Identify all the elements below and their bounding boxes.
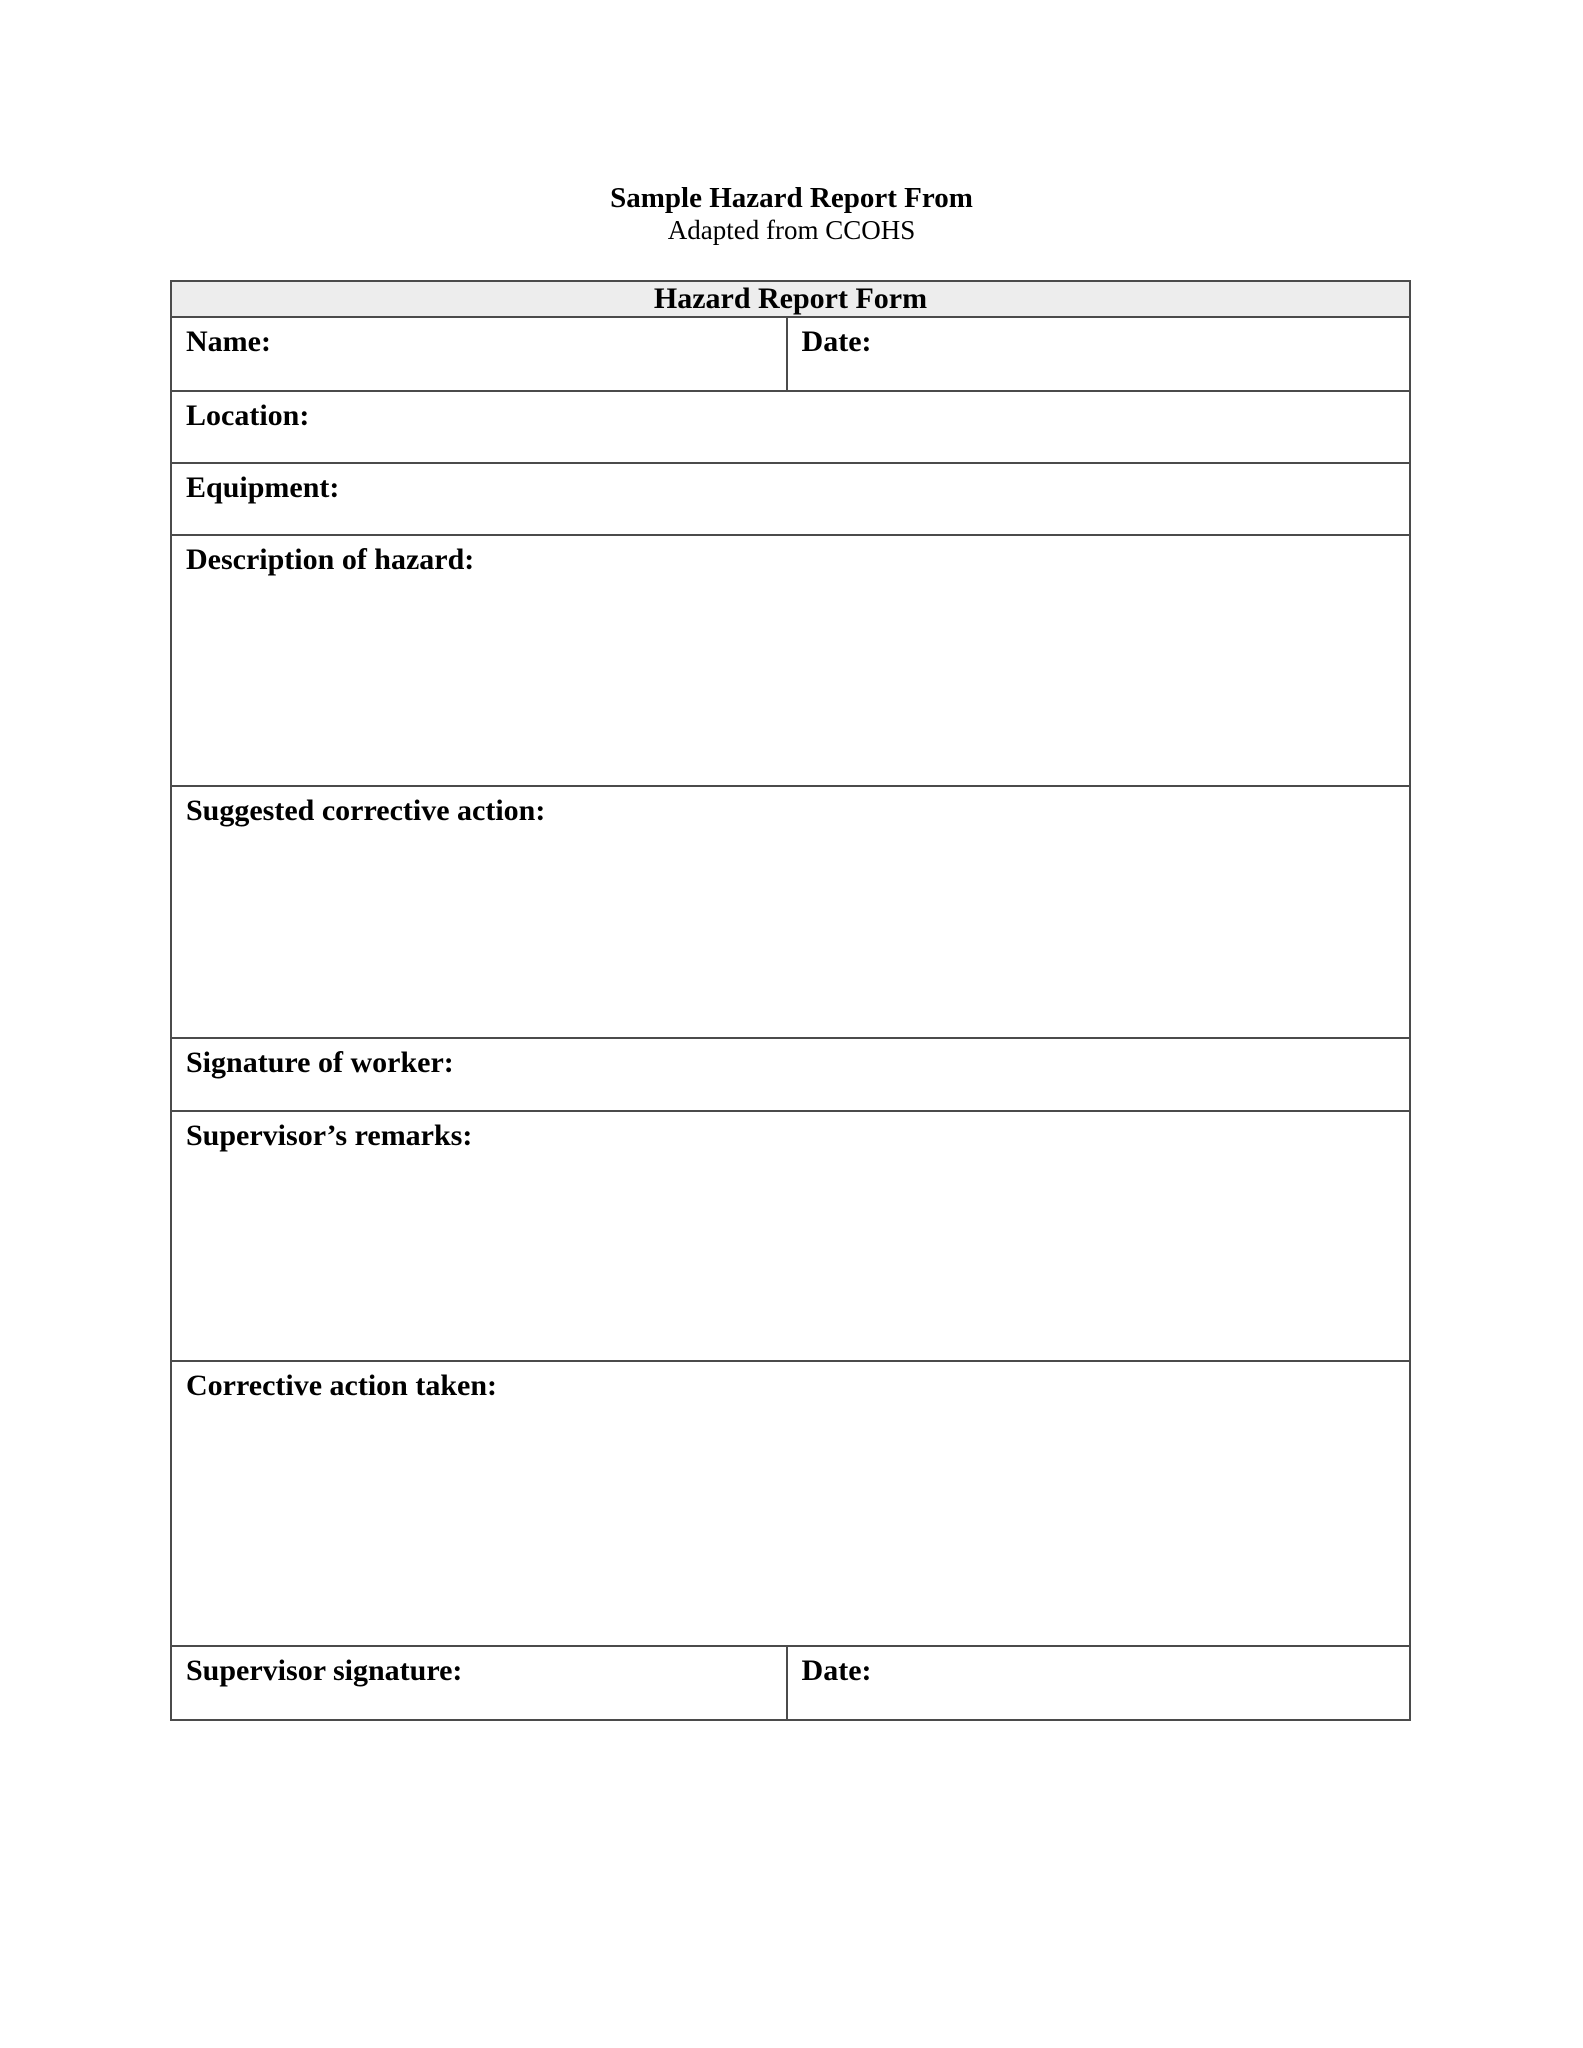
location-cell (172, 392, 1409, 462)
supervisor-date-value-area[interactable] (872, 1654, 1395, 1712)
name-cell (172, 318, 786, 390)
corrective-action-taken-cell (172, 1362, 1409, 1645)
suggested-corrective-action-label: Suggested corrective action: (186, 794, 546, 827)
description-of-hazard-row (172, 534, 1409, 785)
supervisor-signature-date-row (172, 1645, 1409, 1719)
name-value-area[interactable] (271, 325, 772, 383)
description-of-hazard-value-area[interactable] (474, 543, 1395, 778)
suggested-corrective-action-value-area[interactable] (545, 794, 1395, 1030)
suggested-corrective-action-cell (172, 787, 1409, 1037)
form-header-title: Hazard Report Form (653, 282, 928, 315)
equipment-label: Equipment: (186, 471, 340, 504)
form-header-row (172, 282, 1409, 316)
signature-of-worker-value-area[interactable] (454, 1046, 1395, 1103)
location-value-area[interactable] (309, 399, 1395, 455)
signature-of-worker-cell (172, 1039, 1409, 1110)
description-of-hazard-cell (172, 536, 1409, 785)
location-row (172, 390, 1409, 462)
supervisor-remarks-label: Supervisor’s remarks: (186, 1119, 473, 1152)
supervisor-signature-cell (172, 1647, 786, 1719)
supervisor-date-cell (786, 1647, 1409, 1719)
equipment-value-area[interactable] (339, 471, 1395, 527)
supervisor-remarks-value-area[interactable] (472, 1119, 1395, 1353)
document-subtitle: Adapted from CCOHS (667, 215, 916, 245)
equipment-cell (172, 464, 1409, 534)
hazard-report-form-table (170, 280, 1411, 1721)
supervisor-signature-label: Supervisor signature: (186, 1654, 463, 1687)
date-label: Date: (801, 325, 872, 358)
name-date-row (172, 316, 1409, 390)
equipment-row (172, 462, 1409, 534)
suggested-corrective-action-row (172, 785, 1409, 1037)
supervisor-remarks-cell (172, 1112, 1409, 1360)
date-cell (786, 318, 1409, 390)
corrective-action-taken-row (172, 1360, 1409, 1645)
supervisor-signature-value-area[interactable] (462, 1654, 771, 1712)
location-label: Location: (186, 399, 310, 432)
signature-of-worker-label: Signature of worker: (186, 1046, 454, 1079)
corrective-action-taken-value-area[interactable] (497, 1369, 1395, 1638)
document-title: Sample Hazard Report From (610, 182, 973, 214)
corrective-action-taken-label: Corrective action taken: (186, 1369, 498, 1402)
signature-of-worker-row (172, 1037, 1409, 1110)
date-value-area[interactable] (872, 325, 1395, 383)
description-of-hazard-label: Description of hazard: (186, 543, 475, 576)
supervisor-date-label: Date: (801, 1654, 872, 1687)
supervisor-remarks-row (172, 1110, 1409, 1360)
name-label: Name: (186, 325, 271, 358)
